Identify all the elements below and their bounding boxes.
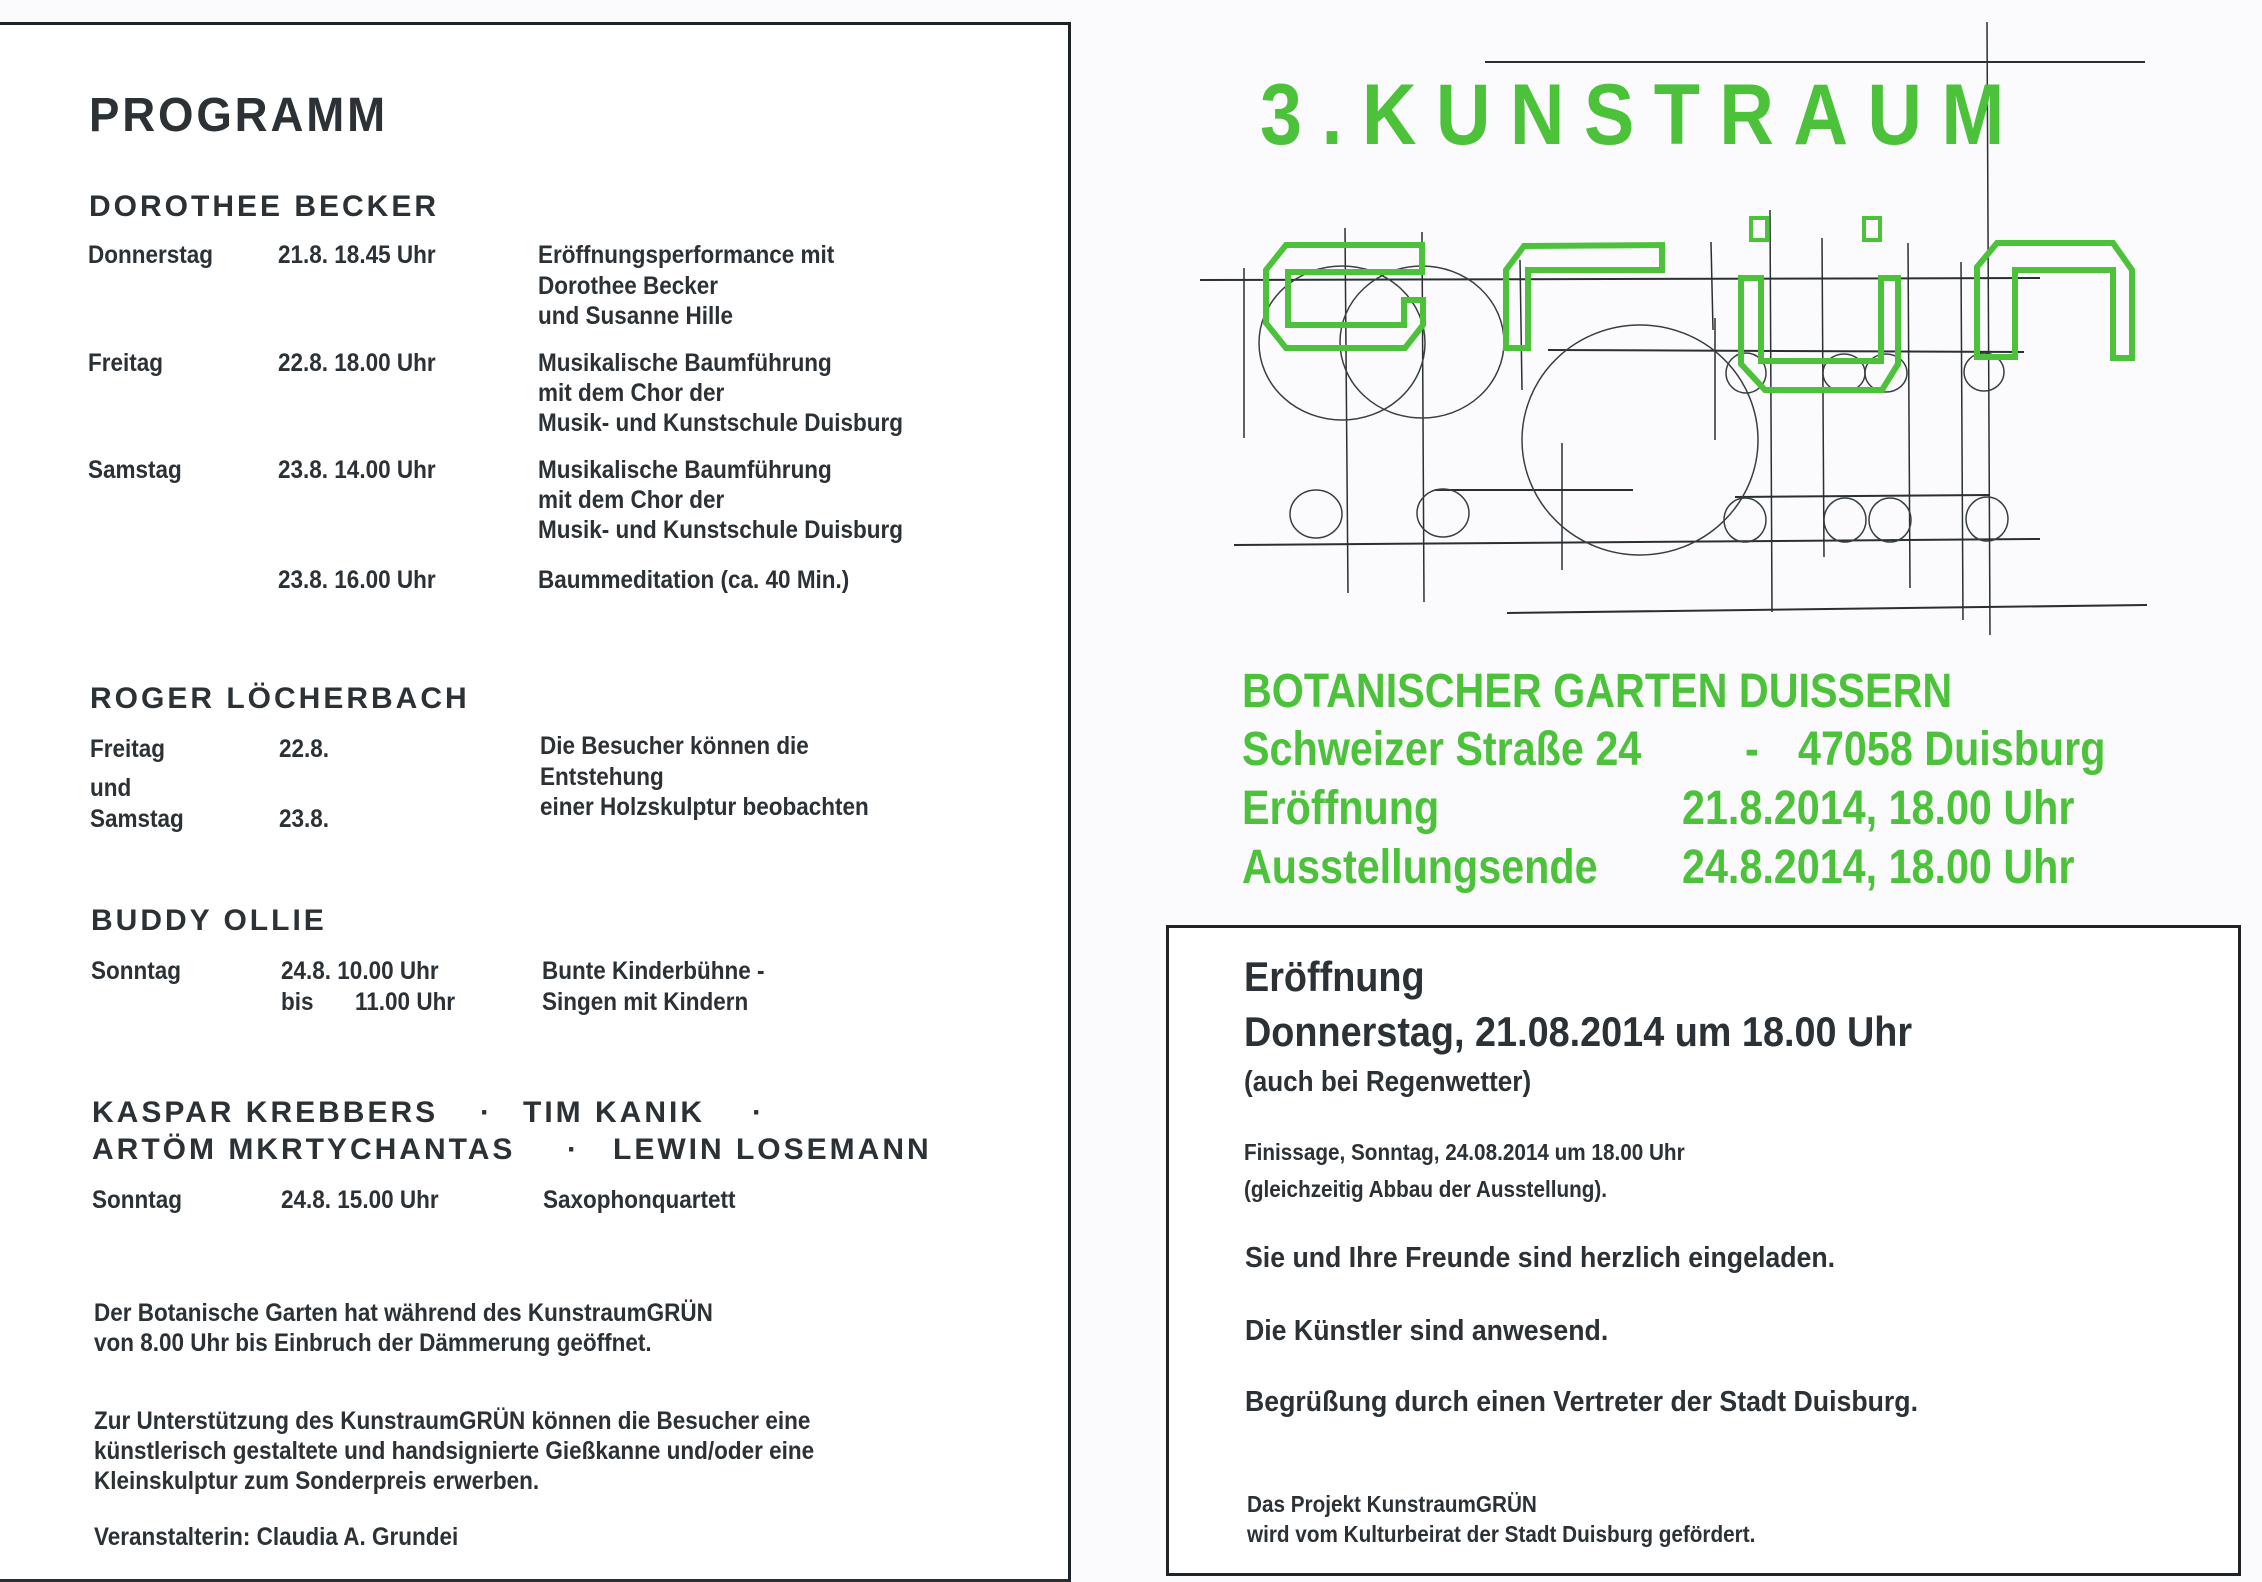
grid-line	[1422, 232, 1424, 602]
circle	[1869, 498, 1911, 542]
schedule-desc: Singen mit Kindern	[542, 988, 749, 1016]
opening-value: 21.8.2014, 18.00 Uhr	[1682, 782, 2075, 835]
schedule-desc: Musik- und Kunstschule Duisburg	[538, 516, 904, 544]
schedule-time: 23.8. 16.00 Uhr	[278, 566, 436, 594]
schedule-desc: Bunte Kinderbühne -	[542, 957, 765, 985]
box-heading: Eröffnung	[1244, 953, 1425, 1000]
schedule-time: 11.00 Uhr	[355, 988, 456, 1016]
grid-line	[1234, 539, 2040, 545]
schedule-desc: Eröffnungsperformance mit	[538, 241, 835, 269]
schedule-desc: und Susanne Hille	[538, 302, 734, 330]
grid-line	[1908, 243, 1910, 588]
artist-heading-loecherbach: ROGER LÖCHERBACH	[90, 682, 470, 715]
artist-name: TIM KANIK	[523, 1096, 705, 1129]
grid-line	[1200, 278, 2040, 280]
schedule-day: Samstag	[90, 805, 184, 833]
schedule-day: Sonntag	[92, 1186, 182, 1214]
schedule-time: 24.8. 10.00 Uhr	[281, 957, 439, 985]
grid-line	[1735, 495, 1990, 497]
schedule-desc: Musik- und Kunstschule Duisburg	[538, 409, 904, 437]
umlaut-dot	[1864, 218, 1880, 240]
schedule-day: Sonntag	[91, 957, 181, 985]
schedule-desc: Musikalische Baumführung	[538, 456, 832, 484]
note-line: Zur Unterstützung des KunstraumGRÜN können die Besucher eine	[94, 1407, 811, 1435]
letter-g	[1266, 245, 1423, 348]
circle	[1966, 497, 2008, 541]
circle	[1522, 325, 1758, 555]
letter-n	[1977, 243, 2132, 358]
schedule-desc: mit dem Chor der	[538, 486, 725, 514]
schedule-time: 23.8. 14.00 Uhr	[278, 456, 436, 484]
schedule-time: 24.8. 15.00 Uhr	[281, 1186, 439, 1214]
box-greeting: Begrüßung durch einen Vertreter der Stadt Duisburg.	[1245, 1386, 1919, 1418]
separator-dot: ·	[752, 1096, 765, 1129]
schedule-time: 22.8. 18.00 Uhr	[278, 349, 436, 377]
organizer: Veranstalterin: Claudia A. Grundei	[94, 1523, 459, 1551]
grid-line	[1961, 262, 1963, 620]
schedule-desc: Musikalische Baumführung	[538, 349, 832, 377]
schedule-desc: Dorothee Becker	[538, 272, 719, 300]
address-city: 47058 Duisburg	[1798, 723, 2106, 776]
schedule-desc: einer Holzskulptur beobachten	[540, 793, 869, 821]
circle	[1824, 498, 1866, 542]
schedule-desc: Baummeditation (ca. 40 Min.)	[538, 566, 850, 594]
grid-line	[1548, 350, 2024, 352]
opening-label: Eröffnung	[1242, 782, 1440, 835]
box-rain-note: (auch bei Regenwetter)	[1244, 1066, 1532, 1098]
schedule-desc: Saxophonquartett	[543, 1186, 736, 1214]
box-invite: Sie und Ihre Freunde sind herzlich eingeladen.	[1245, 1242, 1836, 1274]
schedule-desc: mit dem Chor der	[538, 379, 725, 407]
artist-name: ARTÖM MKRTYCHANTAS	[92, 1133, 516, 1166]
grid-line	[1507, 605, 2147, 613]
schedule-time: 21.8. 18.45 Uhr	[278, 241, 436, 269]
schedule-time: 23.8.	[279, 805, 330, 833]
artist-heading-ollie: BUDDY OLLIE	[91, 904, 327, 937]
box-date-line: Donnerstag, 21.08.2014 um 18.00 Uhr	[1244, 1008, 1913, 1055]
artist-heading-becker: DOROTHEE BECKER	[89, 190, 440, 223]
artist-name: KASPAR KREBBERS	[92, 1096, 439, 1129]
box-artists-present: Die Künstler sind anwesend.	[1245, 1315, 1609, 1347]
address-separator: -	[1745, 723, 1759, 776]
grid-line	[1770, 210, 1772, 612]
box-finissage: Finissage, Sonntag, 24.08.2014 um 18.00 Uhr	[1244, 1139, 1685, 1165]
separator-dot: ·	[567, 1133, 580, 1166]
circle	[1290, 490, 1342, 538]
schedule-day: Freitag	[90, 735, 166, 763]
schedule-day: Samstag	[88, 456, 182, 484]
letter-u	[1741, 278, 1898, 390]
circle	[1724, 498, 1766, 542]
schedule-day: Freitag	[88, 349, 164, 377]
exhibition-title: 3.KUNSTRAUM	[1260, 67, 2024, 163]
grid-line	[1711, 242, 1713, 330]
box-funding: wird vom Kulturbeirat der Stadt Duisburg gefördert.	[1247, 1521, 1756, 1547]
venue-name: BOTANISCHER GARTEN DUISSERN	[1242, 665, 1953, 718]
grid-line	[1345, 228, 1348, 593]
circle	[1417, 489, 1469, 537]
note-line: Kleinskulptur zum Sonderpreis erwerben.	[94, 1467, 540, 1495]
grid-line	[1822, 238, 1824, 557]
end-value: 24.8.2014, 18.00 Uhr	[1682, 841, 2075, 894]
schedule-desc: Die Besucher können die	[540, 732, 809, 760]
note-line: künstlerisch gestaltete und handsignierte Gießkanne und/oder eine	[94, 1437, 815, 1465]
separator-dot: ·	[480, 1096, 493, 1129]
address-street: Schweizer Straße 24	[1242, 723, 1642, 776]
schedule-day: Donnerstag	[88, 241, 214, 269]
note-line: Der Botanische Garten hat während des KunstraumGRÜN	[94, 1299, 713, 1327]
letter-r	[1506, 245, 1662, 348]
box-finissage: (gleichzeitig Abbau der Ausstellung).	[1244, 1176, 1608, 1202]
schedule-desc: Entstehung	[540, 763, 664, 791]
note-line: von 8.00 Uhr bis Einbruch der Dämmerung geöffnet.	[94, 1329, 652, 1357]
umlaut-dot	[1751, 218, 1767, 240]
schedule-time: bis	[281, 988, 314, 1016]
end-label: Ausstellungsende	[1242, 841, 1598, 894]
schedule-time: 22.8.	[279, 735, 330, 763]
schedule-day: und	[90, 774, 132, 802]
program-heading: PROGRAMM	[89, 89, 388, 142]
box-funding: Das Projekt KunstraumGRÜN	[1247, 1491, 1537, 1517]
artist-name: LEWIN LOSEMANN	[613, 1133, 932, 1166]
